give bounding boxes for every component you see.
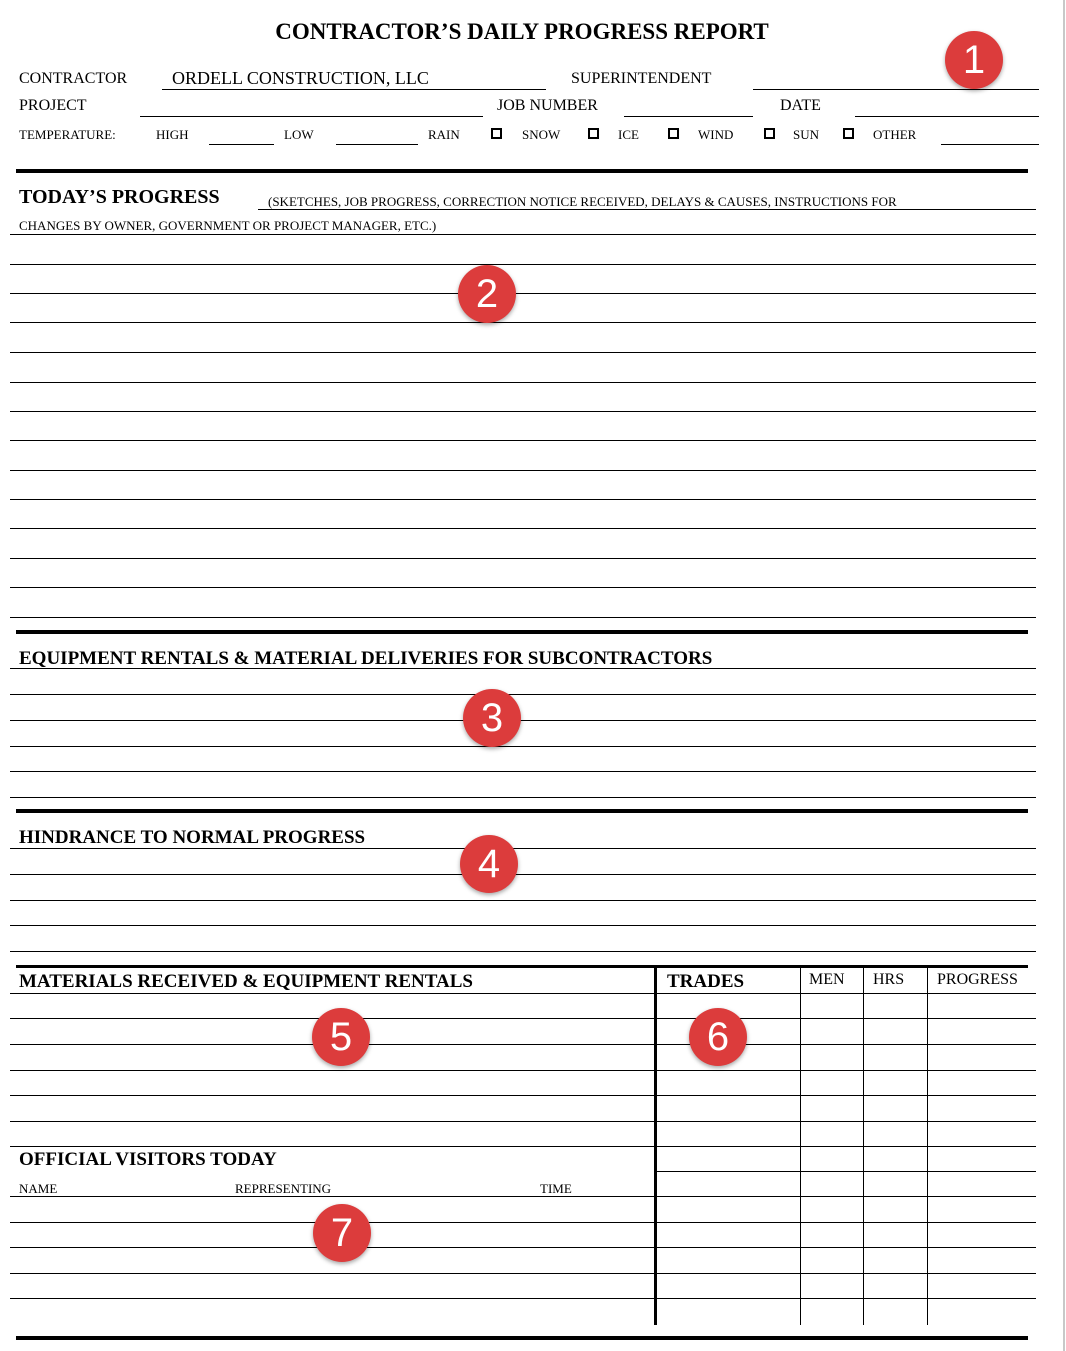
equipment-line[interactable] <box>10 797 1036 798</box>
trades-row-line[interactable] <box>657 993 1036 994</box>
temperature-label: TEMPERATURE: <box>19 127 116 142</box>
progress-line[interactable] <box>10 293 1036 294</box>
equipment-line[interactable] <box>10 746 1036 747</box>
progress-note-underline <box>258 209 1036 210</box>
weather-ice-label: ICE <box>618 127 639 142</box>
section-divider <box>16 630 1028 634</box>
callout-marker-7: 7 <box>313 1204 371 1262</box>
materials-line[interactable] <box>10 993 654 994</box>
materials-line[interactable] <box>10 1121 654 1122</box>
superintendent-label: SUPERINTENDENT <box>571 70 712 87</box>
progress-header: PROGRESS <box>937 971 1018 988</box>
trades-row-line[interactable] <box>657 1146 1036 1147</box>
visitor-line[interactable] <box>10 1196 654 1197</box>
weather-checkbox[interactable] <box>764 128 775 139</box>
progress-line[interactable] <box>10 382 1036 383</box>
visitor-representing-column: REPRESENTING <box>235 1181 332 1196</box>
weather-rain-label: RAIN <box>428 127 460 142</box>
hrs-header: HRS <box>873 971 905 988</box>
todays-progress-note: (SKETCHES, JOB PROGRESS, CORRECTION NOTICE RECEIVED, DELAYS & CAUSES, INSTRUCTIONS FOR <box>268 194 897 209</box>
trades-row-line[interactable] <box>657 1222 1036 1223</box>
weather-checkbox[interactable] <box>843 128 854 139</box>
trades-row-line[interactable] <box>657 1070 1036 1071</box>
equipment-deliveries-heading: EQUIPMENT RENTALS & MATERIAL DELIVERIES FOR SUBCONTRACTORS <box>19 648 713 669</box>
progress-line[interactable] <box>10 617 1036 618</box>
weather-snow-label: SNOW <box>522 127 561 142</box>
progress-line[interactable] <box>10 558 1036 559</box>
weather-wind-label: WIND <box>698 127 734 142</box>
bottom-border <box>16 1336 1028 1340</box>
progress-line[interactable] <box>10 234 1036 235</box>
callout-marker-5: 5 <box>312 1008 370 1066</box>
progress-line[interactable] <box>10 264 1036 265</box>
page-title: CONTRACTOR’S DAILY PROGRESS REPORT <box>275 19 769 44</box>
todays-progress-note-cont: CHANGES BY OWNER, GOVERNMENT OR PROJECT MANAGER, ETC.) <box>19 218 437 233</box>
callout-marker-6: 6 <box>689 1008 747 1066</box>
date-label: DATE <box>780 97 821 114</box>
progress-line[interactable] <box>10 499 1036 500</box>
weather-checkbox[interactable] <box>588 128 599 139</box>
equipment-line[interactable] <box>10 720 1036 721</box>
hindrance-heading: HINDRANCE TO NORMAL PROGRESS <box>19 827 366 848</box>
progress-line[interactable] <box>10 411 1036 412</box>
weather-sun-label: SUN <box>793 127 820 142</box>
visitor-name-column: NAME <box>19 1181 58 1196</box>
callout-marker-3: 3 <box>463 689 521 747</box>
official-visitors-heading: OFFICIAL VISITORS TODAY <box>19 1149 277 1170</box>
low-temp-field[interactable] <box>336 144 418 145</box>
trades-row-line[interactable] <box>657 1171 1036 1172</box>
weather-checkbox[interactable] <box>668 128 679 139</box>
trades-row-line[interactable] <box>657 1121 1036 1122</box>
weather-other-label: OTHER <box>873 127 917 142</box>
job-number-field[interactable] <box>624 116 753 117</box>
progress-line[interactable] <box>10 587 1036 588</box>
low-label: LOW <box>284 127 314 142</box>
callout-marker-1: 1 <box>945 31 1003 89</box>
visitor-line[interactable] <box>10 1298 654 1299</box>
trades-row-line[interactable] <box>657 1247 1036 1248</box>
trades-row-line[interactable] <box>657 1273 1036 1274</box>
progress-line[interactable] <box>10 322 1036 323</box>
progress-line[interactable] <box>10 470 1036 471</box>
contractor-field[interactable]: ORDELL CONSTRUCTION, LLC <box>172 68 429 88</box>
hindrance-line[interactable] <box>10 900 1036 901</box>
trades-row-line[interactable] <box>657 1095 1036 1096</box>
contractor-label: CONTRACTOR <box>19 70 128 87</box>
hindrance-line[interactable] <box>10 925 1036 926</box>
superintendent-field[interactable] <box>753 89 1039 90</box>
contractor-field-line <box>162 89 546 90</box>
trades-row-line[interactable] <box>657 1196 1036 1197</box>
hindrance-line[interactable] <box>10 874 1036 875</box>
job-number-label: JOB NUMBER <box>497 97 598 114</box>
progress-line[interactable] <box>10 352 1036 353</box>
materials-line[interactable] <box>10 1146 654 1147</box>
callout-marker-2: 2 <box>458 265 516 323</box>
date-field[interactable] <box>855 116 1039 117</box>
project-field[interactable] <box>140 116 483 117</box>
todays-progress-heading: TODAY’S PROGRESS <box>19 186 220 208</box>
high-temp-field[interactable] <box>209 144 274 145</box>
callout-marker-4: 4 <box>460 835 518 893</box>
section-divider <box>16 169 1028 173</box>
hindrance-line[interactable] <box>10 848 1036 849</box>
men-header: MEN <box>809 971 845 988</box>
progress-line[interactable] <box>10 528 1036 529</box>
visitor-time-column: TIME <box>540 1181 572 1196</box>
materials-received-heading: MATERIALS RECEIVED & EQUIPMENT RENTALS <box>19 971 473 992</box>
page-edge <box>1063 0 1065 1351</box>
progress-line[interactable] <box>10 440 1036 441</box>
weather-checkbox[interactable] <box>491 128 502 139</box>
section-divider <box>16 965 1028 968</box>
equipment-line[interactable] <box>10 694 1036 695</box>
section-divider <box>16 809 1028 813</box>
project-label: PROJECT <box>19 97 87 114</box>
equipment-line[interactable] <box>10 771 1036 772</box>
hindrance-line[interactable] <box>10 951 1036 952</box>
materials-line[interactable] <box>10 1070 654 1071</box>
trades-row-line[interactable] <box>657 1298 1036 1299</box>
equipment-line[interactable] <box>10 668 1036 669</box>
visitor-line[interactable] <box>10 1273 654 1274</box>
trades-header: TRADES <box>667 971 745 992</box>
high-label: HIGH <box>156 127 189 142</box>
materials-line[interactable] <box>10 1095 654 1096</box>
other-weather-field[interactable] <box>941 144 1039 145</box>
